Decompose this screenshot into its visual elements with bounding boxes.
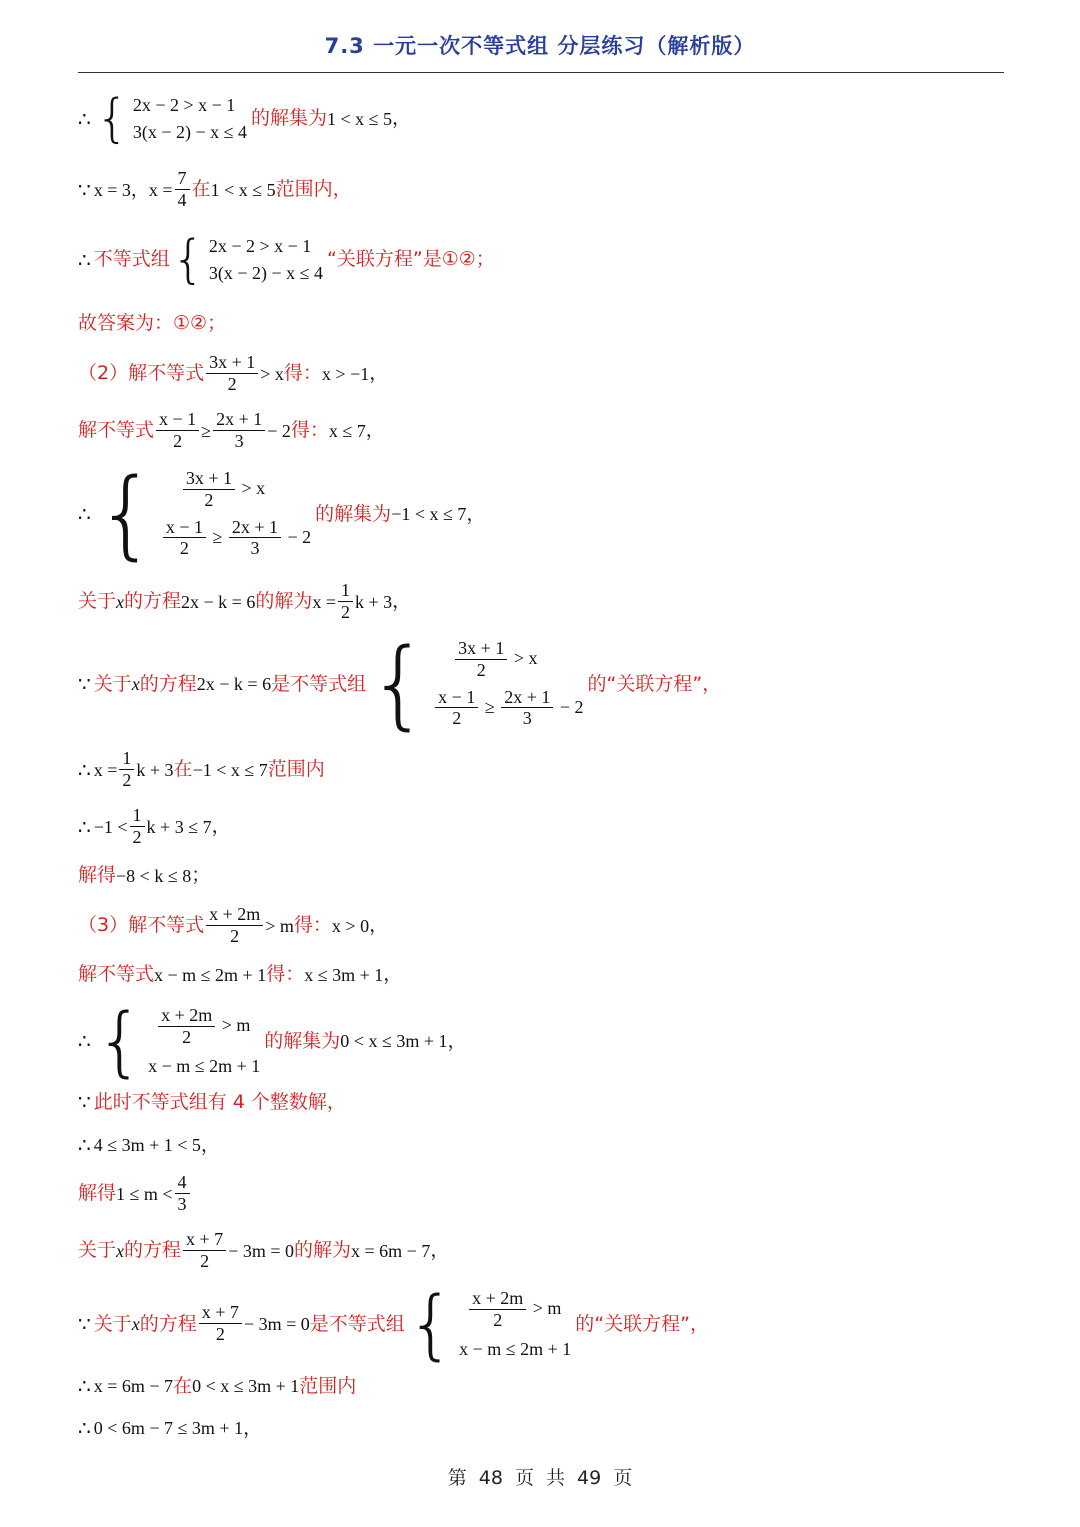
fraction: $\frac{1}{2}$ — [119, 748, 134, 791]
solution-line-16: ∵ 此时不等式组有 4 个整数解， — [78, 1090, 346, 1114]
therefore-symbol: ∴ — [78, 1133, 91, 1157]
fraction: $\frac{x - 1}{2}$ — [163, 517, 206, 560]
page-title: 7.3 一元一次不等式组 分层练习（解析版） — [324, 34, 756, 58]
solution-line-4: 故答案为：①②； — [78, 312, 227, 334]
fraction: $\frac{2x + 1}{3}$ — [213, 409, 265, 452]
because-symbol: ∵ — [78, 672, 91, 696]
fraction: $\frac{x + 7}{2}$ — [199, 1302, 242, 1345]
fraction: $\frac{1}{2}$ — [338, 580, 353, 623]
header-divider — [78, 72, 1004, 73]
inequality-system: { $\frac{x + 2m}{2}$ > m x − m ≤ 2m + 1 — [406, 1279, 572, 1368]
solution-line-7: ∴ { $\frac{3x + 1}{2}$ > x $\frac{x - 1}{2}$ ≥ $\frac{2x + 1}{3}$ − 2 的解集为 −1 < x ≤ 7 ， — [78, 458, 486, 570]
solution-line-1: ∴ { 2x − 2 > x − 1 3(x − 2) − x ≤ 4 的解集为 1 < x ≤ 5 ， — [78, 88, 412, 149]
solution-line-12: 解得 −8 < k ≤ 8 ； — [78, 864, 211, 886]
fraction: $\frac{x - 1}{2}$ — [156, 409, 199, 452]
inequality-system: { $\frac{3x + 1}{2}$ > x $\frac{x - 1}{2}$ ≥ $\frac{2x + 1}{3}$ − 2 — [95, 458, 312, 570]
solution-line-17: ∴ 4 ≤ 3m + 1 < 5 ， — [78, 1133, 220, 1157]
page-footer: 第 48 页 共 49 页 — [447, 1467, 633, 1489]
because-symbol: ∵ — [78, 1312, 91, 1336]
solution-line-2: ∵ x = 3，x = $\frac{7}{4}$ 在 1 < x ≤ 5 范围内， — [78, 168, 352, 210]
solution-line-19: 关于 x 的方程 $\frac{x + 7}{2}$ − 3m = 0 的解为 x = 6m − 7 ， — [78, 1229, 450, 1271]
fraction: $\frac{x + 2m}{2}$ — [469, 1288, 526, 1331]
fraction: $\frac{3x + 1}{2}$ — [206, 352, 258, 395]
solution-line-13: （3）解不等式 $\frac{x + 2m}{2}$ > m 得： x > 0 ， — [78, 904, 389, 946]
fraction: $\frac{2x + 1}{3}$ — [501, 687, 553, 730]
therefore-symbol: ∴ — [78, 502, 91, 526]
solution-line-10: ∴ x = $\frac{1}{2}$ k + 3 在 −1 < x ≤ 7 范围内 — [78, 748, 325, 790]
solution-line-14: 解不等式 x − m ≤ 2m + 1 得： x ≤ 3m + 1 ， — [78, 963, 403, 985]
fraction: $\frac{7}{4}$ — [175, 168, 190, 211]
because-symbol: ∵ — [78, 177, 91, 202]
therefore-symbol: ∴ — [78, 1374, 91, 1398]
solution-line-3: ∴ 不等式组 { 2x − 2 > x − 1 3(x − 2) − x ≤ 4 “关联方程”是①②； — [78, 229, 495, 290]
solution-line-18: 解得 1 ≤ m < $\frac{4}{3}$ — [78, 1172, 1050, 1215]
fraction: $\frac{x + 2m}{2}$ — [158, 1005, 215, 1048]
solution-line-21: ∴ x = 6m − 7 在 0 < x ≤ 3m + 1 范围内 — [78, 1374, 357, 1398]
solution-line-22: ∴ 0 < 6m − 7 ≤ 3m + 1 ， — [78, 1416, 263, 1440]
fraction: $\frac{x + 7}{2}$ — [183, 1229, 226, 1272]
solution-line-8: 关于 x 的方程 2x − k = 6 的解为 x = $\frac{1}{2}$ k + 3 ， — [78, 580, 412, 622]
inequality-system: { 2x − 2 > x − 1 3(x − 2) − x ≤ 4 — [171, 229, 324, 290]
therefore-symbol: ∴ — [78, 247, 91, 272]
therefore-symbol: ∴ — [78, 1416, 91, 1440]
solution-line-9: ∵ 关于 x 的方程 2x − k = 6 是不等式组 { $\frac{3x + 1}{2}$ > x $\frac{x - 1}{2}$ ≥ $\frac{2x + 1}{3}$ − 2 的“关联方程”， — [78, 628, 722, 740]
solution-line-15: ∴ { $\frac{x + 2m}{2}$ > m x − m ≤ 2m + 1 的解集为 0 < x ≤ 3m + 1 ， — [78, 996, 467, 1085]
because-symbol: ∵ — [78, 1090, 91, 1114]
inequality-system: { $\frac{x + 2m}{2}$ > m x − m ≤ 2m + 1 — [95, 996, 261, 1085]
therefore-symbol: ∴ — [78, 1029, 91, 1053]
therefore-symbol: ∴ — [78, 106, 91, 131]
solution-line-6: 解不等式 $\frac{x - 1}{2}$ ≥ $\frac{2x + 1}{3}$ − 2 得： x ≤ 7 ， — [78, 409, 385, 451]
solution-line-11: ∴ −1 < $\frac{1}{2}$ k + 3 ≤ 7 ， — [78, 805, 231, 847]
fraction: $\frac{1}{2}$ — [130, 805, 145, 848]
solution-line-5: （2）解不等式 $\frac{3x + 1}{2}$ > x 得： x > −1 ， — [78, 352, 389, 394]
therefore-symbol: ∴ — [78, 757, 91, 782]
inequality-system: { $\frac{3x + 1}{2}$ > x $\frac{x - 1}{2}$ ≥ $\frac{2x + 1}{3}$ − 2 — [368, 628, 584, 740]
fraction: $\frac{2x + 1}{3}$ — [229, 517, 281, 560]
fraction: $\frac{3x + 1}{2}$ — [183, 468, 235, 511]
fraction: $\frac{x - 1}{2}$ — [435, 687, 478, 730]
fraction: $\frac{3x + 1}{2}$ — [455, 638, 507, 681]
fraction: $\frac{x + 2m}{2}$ — [206, 904, 263, 947]
inequality-system: { 2x − 2 > x − 1 3(x − 2) − x ≤ 4 — [95, 88, 247, 149]
fraction: $\frac{4}{3}$ — [175, 1172, 190, 1215]
therefore-symbol: ∴ — [78, 814, 91, 839]
solution-line-20: ∵ 关于 x 的方程 $\frac{x + 7}{2}$ − 3m = 0 是不等式组 { $\frac{x + 2m}{2}$ > m x − m ≤ 2m + 1 的“关联方程”， — [78, 1279, 709, 1368]
